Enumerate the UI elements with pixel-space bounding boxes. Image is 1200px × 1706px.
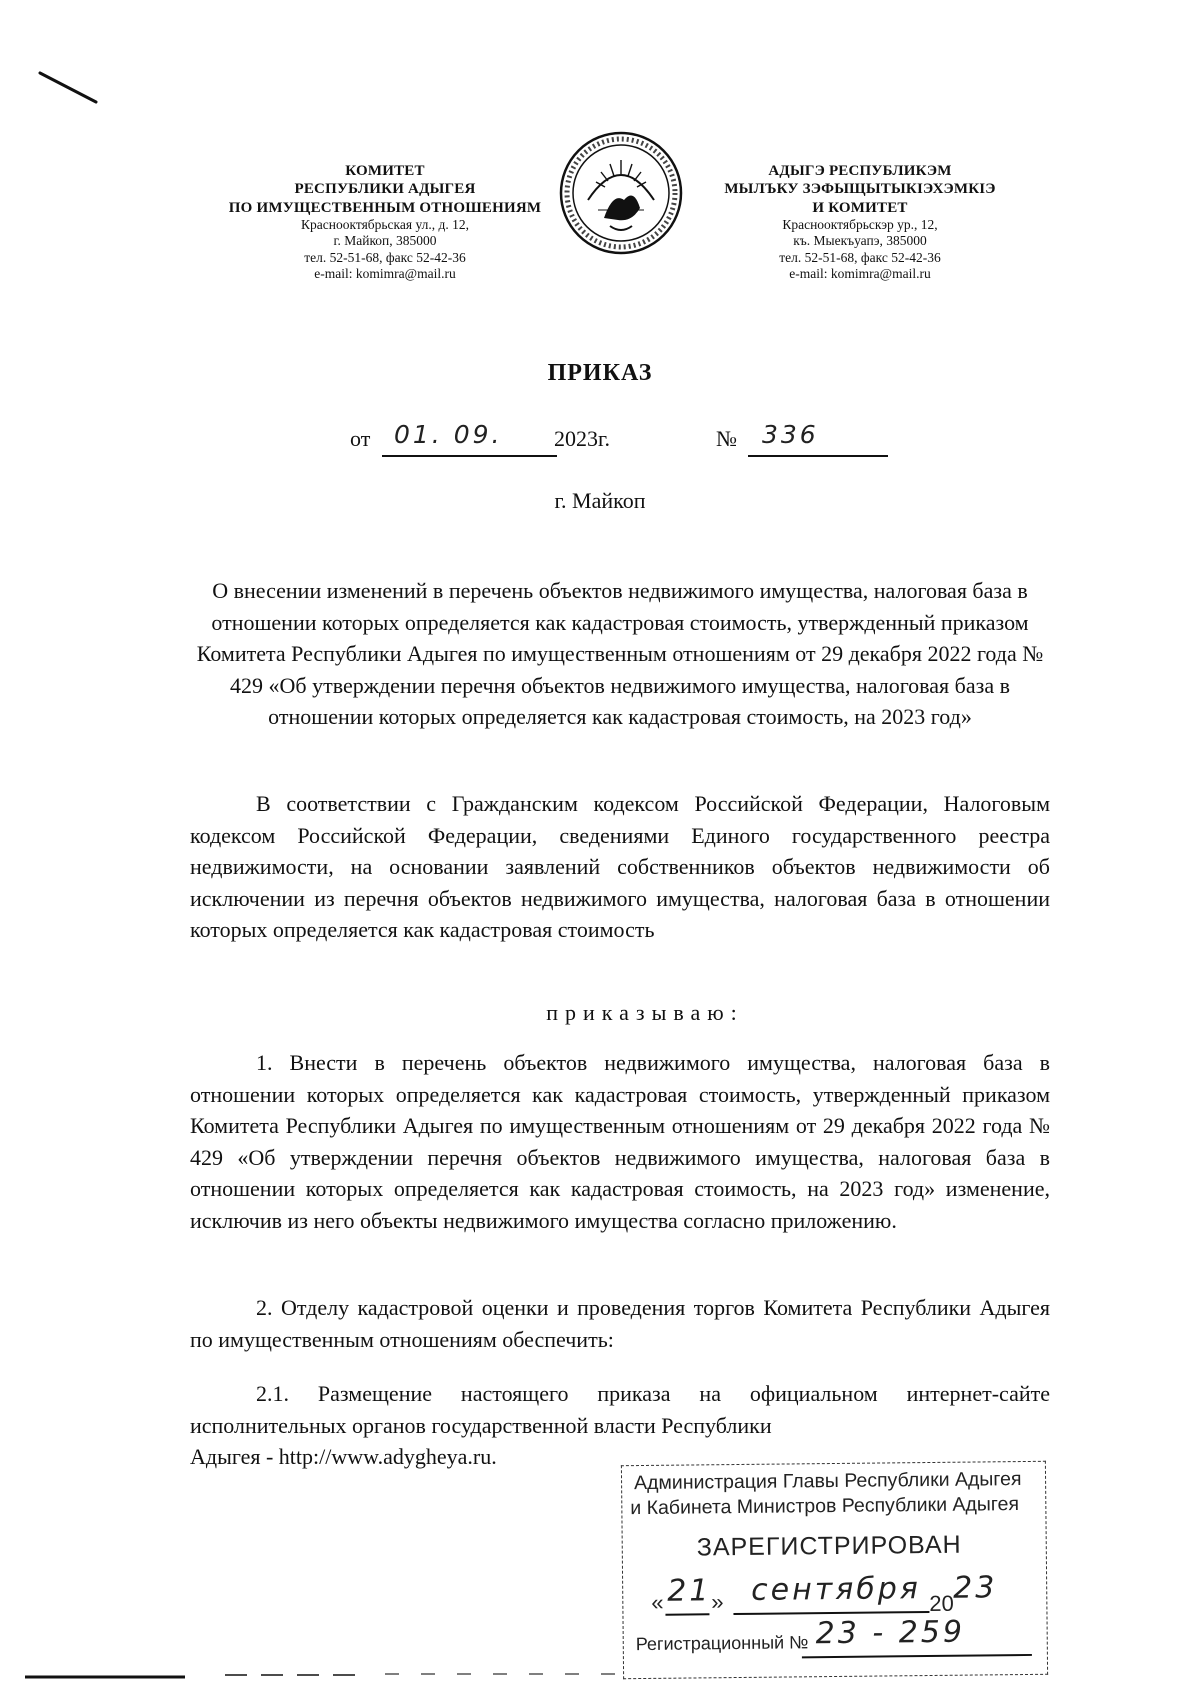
header-left-email: e-mail: komimra@mail.ru — [314, 266, 456, 282]
item-2-1-text-end: Адыгея - http://www.adygheya.ru. — [190, 1444, 497, 1469]
number-prefix: № — [716, 426, 737, 451]
date-prefix: от — [350, 426, 371, 451]
stamp-month: сентября — [751, 1571, 922, 1608]
date-underline — [382, 455, 557, 457]
item-2-1-text: 2.1. Размещение настоящего приказа на официальном интернет-сайте исполнительных органов государственной власти Республики — [190, 1381, 1050, 1438]
item-2-paragraph: 2. Отделу кадастровой оценки и проведения торгов Комитета Республики Адыгея по имущественным отношениям обеспечить: — [190, 1295, 1050, 1352]
item-1-paragraph: 1. Внести в перечень объектов недвижимого имущества, налоговая база в отношении которых определяется как кадастровая стоимость, утвержденный приказом Комитета Республики Адыгея по имущественным отношениям от 29 декабря 2022 года № 429 «Об утверждении перечня объектов недвижимого имущества, налоговая база в отношении которых определяется как кадастровая стоимость, на 2023 год» изменение, исключив из него объекты недвижимого имущества согласно приложению. — [190, 1050, 1050, 1233]
preamble-paragraph: В соответствии с Гражданским кодексом Российской Федерации, Налоговым кодексом Российской Федерации, сведениями Единого государственного реестра недвижимости, на основании заявлений собственников объектов недвижимости об исключении из перечня объектов недвижимого имущества, налоговая база в отношении которых определяется как кадастровая стоимость — [190, 791, 1050, 942]
number-handwritten: 336 — [762, 420, 819, 449]
corner-pen-mark — [38, 70, 100, 106]
bottom-rule-line — [25, 1659, 625, 1689]
item-2-1-paragraph — [190, 1378, 1050, 1473]
coat-of-arms-emblem — [558, 130, 684, 256]
stamp-reg-line — [635, 1614, 966, 1655]
header-right-line3: И КОМИТЕТ — [812, 199, 908, 216]
stamp-year-prefix: 20 — [929, 1590, 954, 1617]
date-number-line — [350, 420, 910, 460]
date-year: 2023г. — [554, 426, 611, 451]
document-title: ПРИКАЗ — [547, 360, 653, 386]
header-left-line2: РЕСПУБЛИКИ АДЫГЕЯ — [294, 181, 476, 198]
date-handwritten: 01. 09. — [394, 420, 503, 449]
header-right-line1: АДЫГЭ РЕСПУБЛИКЭМ — [768, 163, 952, 179]
stamp-year-suffix: 23 — [953, 1570, 998, 1606]
header-left-line1: КОМИТЕТ — [345, 163, 425, 179]
header-left-line3: ПО ИМУЩЕСТВЕННЫМ ОТНОШЕНИЯМ — [228, 199, 542, 216]
stamp-open-quote: « — [651, 1589, 664, 1615]
header-left — [205, 162, 565, 283]
header-right-city: къ. Мыекъуапэ, 385000 — [793, 233, 927, 249]
header-right-address: Краснооктябрьскэр ур., 12, — [782, 216, 938, 232]
stamp-day: 21 — [667, 1573, 712, 1609]
header-left-city: г. Майкоп, 385000 — [333, 233, 437, 249]
header-right-email: e-mail: komimra@mail.ru — [789, 266, 931, 282]
stamp-line2: и Кабинета Министров Республики Адыгея — [630, 1493, 1020, 1520]
stamp-reg-label: Регистрационный № — [635, 1632, 809, 1655]
document-city: г. Майкоп — [554, 488, 646, 513]
registration-stamp — [621, 1461, 1048, 1679]
stamp-line1: Администрация Главы Республики Адыгея — [633, 1468, 1022, 1495]
number-underline — [748, 455, 888, 457]
stamp-registered: ЗАРЕГИСТРИРОВАН — [696, 1530, 962, 1562]
header-right-phones: тел. 52-51-68, факс 52-42-36 — [779, 249, 941, 265]
header-left-address: Краснооктябрьская ул., д. 12, — [301, 216, 469, 232]
header-left-phones: тел. 52-51-68, факс 52-42-36 — [304, 249, 466, 265]
stamp-close-quote: » — [711, 1589, 724, 1615]
stamp-reg-underline — [802, 1654, 1032, 1658]
document-subject: О внесении изменений в перечень объектов недвижимого имущества, налоговая база в отношении которых определяется как кадастровая стоимость, утвержденный приказом Комитета Республики Адыгея по имущественным отношениям от 29 декабря 2022 года № 429 «Об утверждении перечня объектов недвижимого имущества, налоговая база в отношении которых определяется как кадастровая стоимость, на 2023 год» — [196, 578, 1044, 729]
header-right — [690, 162, 1030, 283]
header-right-line2: МЫЛЪКУ ЗЭФЫЩЫТЫКIЭХЭМКIЭ — [724, 181, 996, 198]
stamp-reg-number: 23 - 259 — [815, 1614, 966, 1652]
order-word: приказываю: — [546, 1000, 744, 1025]
stamp-month-underline — [733, 1611, 929, 1615]
stamp-day-underline — [665, 1613, 709, 1615]
